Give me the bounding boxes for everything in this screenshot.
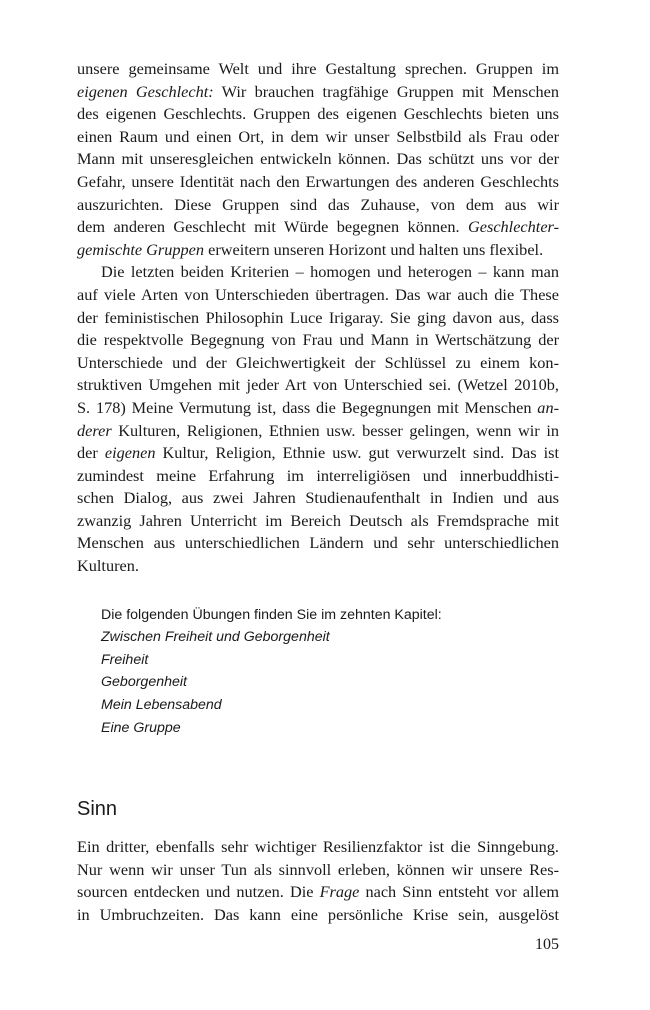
section-heading: Sinn [77,798,118,821]
text-line: struktiven Umgehen mit jeder Art von Unterschied sei. (Wetzel 2010b, [77,375,559,395]
book-page [77,58,559,927]
text-line [77,216,559,239]
emphasis: Frage [319,882,360,902]
exercise-item: Freiheit [101,651,149,668]
text-line: Kulturen. [77,556,139,576]
text-line: Die letzten beiden Kriterien – homogen und heterogen – kann man [101,262,559,282]
text-line: auszurichten. Diese Gruppen sind das Zuhause, von dem aus wir [77,194,559,214]
emphasis: eigenen [104,443,156,463]
text-line: zwanzig Jahren Unterricht im Bereich Deutsch als Fremdsprache mit [77,510,559,530]
text-line [77,442,559,465]
text-line [77,397,559,420]
text-span: Kulturen, Religionen, Ethnien usw. besser gelingen, wenn wir in [111,420,559,440]
emphasis: Geschlechter- [468,217,559,237]
text-span: Wir brauchen tragfähige Gruppen mit Menschen [213,81,559,101]
text-line: Gefahr, unsere Identität nach den Erwartungen des anderen Geschlechts [77,171,559,191]
text-line: einen Raum und einen Ort, in dem wir unser Selbstbild als Frau oder [77,126,559,146]
exercise-box [77,604,559,740]
paragraph-meaning [77,836,559,926]
paragraph-differences [77,261,559,577]
text-line: der feministischen Philosophin Luce Irigaray. Sie ging davon aus, dass [77,307,559,327]
exercise-intro: Die folgenden Übungen finden Sie im zehnten Kapitel: [101,606,442,623]
exercise-item: Geborgenheit [101,674,187,691]
text-line: die respektvolle Begegnung von Frau und Mann in Wertschätzung der [77,330,559,350]
emphasis: gemischte Gruppen [77,239,205,259]
paragraph-gender-groups [77,58,559,261]
exercise-item: Eine Gruppe [101,719,181,736]
text-line [77,420,559,443]
emphasis: derer [77,420,112,440]
text-span: dem anderen Geschlecht mit Würde begegnen können. [77,217,468,237]
text-line: unsere gemeinsame Welt und ihre Gestaltung sprechen. Gruppen im [77,59,559,78]
text-line: Unterschiede und der Gleichwertigkeit der Schlüssel zu einem kon- [77,352,559,372]
text-line: Mann mit unseresgleichen entwickeln können. Das schützt uns vor der [77,149,559,169]
text-line [77,81,559,104]
emphasis: eigenen Geschlecht: [77,81,214,101]
text-line: Ein dritter, ebenfalls sehr wichtiger Resilienzfaktor ist die Sinngebung. [77,837,559,857]
text-line: in Umbruchzeiten. Das kann eine persönliche Krise sein, ausgelöst [77,905,559,924]
text-line [77,239,559,262]
text-line: auf viele Arten von Unterschieden übertragen. Das war auch die These [77,284,559,304]
text-span: der [77,443,105,463]
page-number: 105 [535,936,559,953]
text-span: erweitern unseren Horizont und halten uns flexibel. [204,239,544,259]
text-span: Kultur, Religion, Ethnie usw. gut verwurzelt sind. Das ist [155,443,560,463]
text-line: Nur wenn wir unser Tun als sinnvoll erleben, können wir unsere Res- [77,859,559,879]
exercise-item: Zwischen Freiheit und Geborgenheit [101,629,330,646]
text-line: Menschen aus unterschiedlichen Ländern und sehr unterschiedlichen [77,533,559,553]
text-span: S. 178) Meine Vermutung ist, dass die Begegnungen mit Menschen [77,397,538,417]
emphasis: an- [537,397,559,417]
text-line: zumindest meine Erfahrung im interreligiösen und innerbuddhisti- [77,465,559,485]
text-line [77,881,559,904]
text-span: sourcen entdecken und nutzen. Die [77,882,320,902]
text-line: schen Dialog, aus zwei Jahren Studienaufenthalt in Indien und aus [77,488,559,508]
text-line: des eigenen Geschlechts. Gruppen des eigenen Geschlechts bieten uns [77,104,559,124]
text-span: nach Sinn entsteht vor allem [359,882,559,902]
exercise-item: Mein Lebensabend [101,697,222,714]
